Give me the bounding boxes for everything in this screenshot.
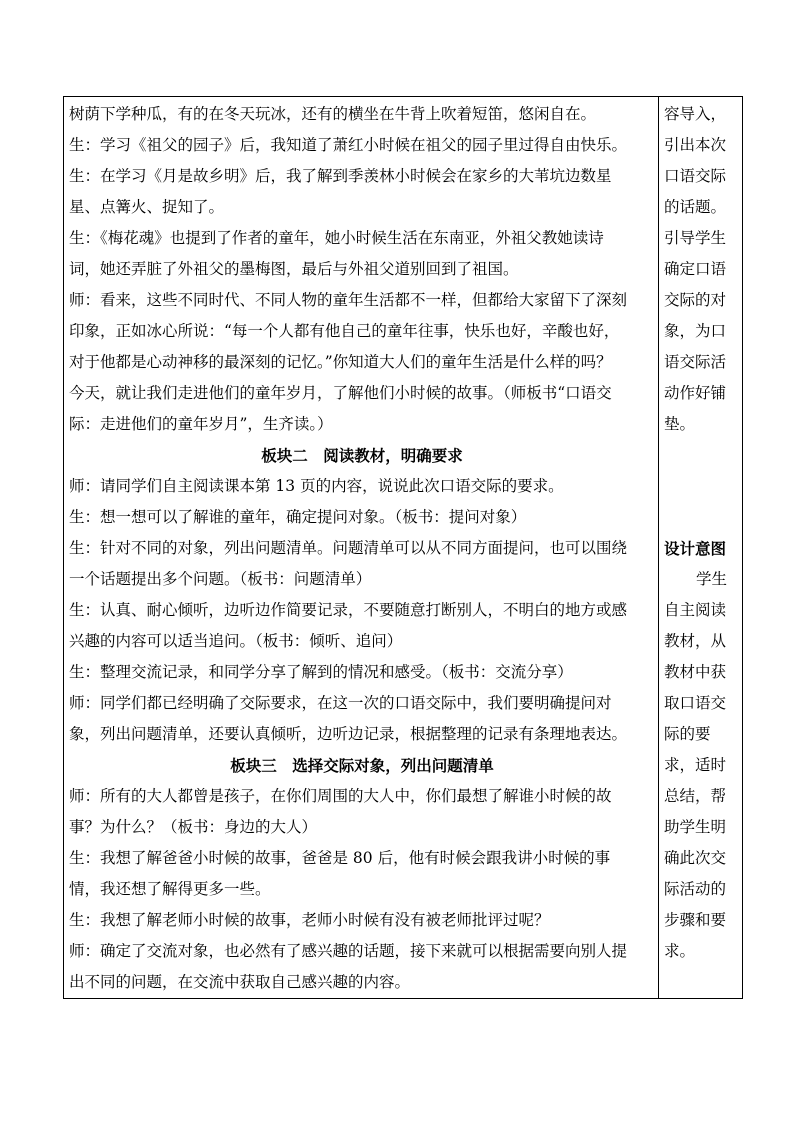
side-text-line: 自主阅读 bbox=[664, 601, 727, 619]
side-text-line: 引出本次 bbox=[664, 136, 727, 154]
text-line: 生：认真、耐心倾听，边听边作简要记录，不要随意打断别人，不明白的地方或感 bbox=[69, 601, 628, 619]
side-text-line: 确定口语 bbox=[664, 260, 727, 278]
side-text-line: 容导入， bbox=[664, 105, 727, 123]
text-line: 生：想一想可以了解谁的童年，确定提问对象。（板书：提问对象） bbox=[69, 508, 527, 526]
side-text-line: 教材中获 bbox=[664, 663, 727, 681]
column-divider bbox=[658, 97, 659, 998]
side-text-line: 助学生明 bbox=[664, 818, 727, 836]
side-text-line: 学生 bbox=[696, 570, 728, 588]
text-line: 师：所有的大人都曾是孩子，在你们周围的大人中，你们最想了解谁小时候的故 bbox=[69, 787, 612, 805]
text-line: 师：确定了交流对象，也必然有了感兴趣的话题，接下来就可以根据需要向别人提 bbox=[69, 942, 628, 960]
lesson-plan-table bbox=[63, 96, 743, 999]
side-text-line: 取口语交 bbox=[664, 694, 727, 712]
text-line: 生：学习《祖父的园子》后，我知道了萧红小时候在祖父的园子里过得自由快乐。 bbox=[69, 136, 628, 154]
text-line: 师：同学们都已经明确了交际要求，在这一次的口语交际中，我们要明确提问对 bbox=[69, 694, 612, 712]
side-text-line: 步骤和要 bbox=[664, 911, 727, 929]
side-text-line: 际活动的 bbox=[664, 880, 727, 898]
text-line: 生：我想了解老师小时候的故事，老师小时候有没有被老师批评过呢？ bbox=[69, 911, 550, 929]
text-line: 师：请同学们自主阅读课本第 13 页的内容，说说此次口语交际的要求。 bbox=[69, 477, 564, 495]
side-text-line: 引导学生 bbox=[664, 229, 727, 247]
side-text-line: 动作好铺 bbox=[664, 384, 727, 402]
text-line: 事？为什么？（板书：身边的大人） bbox=[69, 818, 318, 836]
side-text-line: 象，为口 bbox=[664, 322, 727, 340]
side-text-line: 垫。 bbox=[664, 415, 696, 433]
side-text-line: 语交际活 bbox=[664, 353, 727, 371]
side-text-line: 求，适时 bbox=[664, 756, 727, 774]
text-line: 情，我还想了解得更多一些。 bbox=[69, 880, 271, 898]
text-line: 象，列出问题清单，还要认真倾听，边听边记录，根据整理的记录有条理地表达。 bbox=[69, 725, 628, 743]
text-line: 生：我想了解爸爸小时候的故事，爸爸是 80 后，他有时候会跟我讲小时候的事 bbox=[69, 849, 611, 867]
text-line: 生：针对不同的对象，列出问题清单。问题清单可以从不同方面提问，也可以围绕 bbox=[69, 539, 628, 557]
section-heading-block-3: 板块三 选择交际对象，列出问题清单 bbox=[230, 756, 494, 775]
teaching-process-column bbox=[69, 99, 655, 998]
spacer bbox=[664, 440, 738, 471]
text-line: 一个话题提出多个问题。（板书：问题清单） bbox=[69, 570, 372, 588]
section-heading-block-2: 板块二 阅读教材，明确要求 bbox=[261, 446, 463, 465]
text-line: 出不同的问题，在交流中获取自己感兴趣的内容。 bbox=[69, 973, 411, 991]
text-line: 生：《梅花魂》也提到了作者的童年，她小时候生活在东南亚，外祖父教她读诗 bbox=[69, 229, 604, 247]
side-text-line: 求。 bbox=[664, 942, 696, 960]
spacer bbox=[664, 502, 738, 533]
spacer bbox=[664, 471, 738, 502]
text-line: 生：整理交流记录，和同学分享了解到的情况和感受。（板书：交流分享） bbox=[69, 663, 573, 681]
text-line: 际：走进他们的童年岁月”，生齐读。） bbox=[69, 415, 333, 433]
text-line: 印象，正如冰心所说：“每一个人都有他自己的童年往事，快乐也好，辛酸也好， bbox=[69, 322, 620, 340]
side-text-line: 教材，从 bbox=[664, 632, 727, 650]
side-text-line: 的话题。 bbox=[664, 198, 727, 216]
text-line: 生：在学习《月是故乡明》后，我了解到季羡林小时候会在家乡的大苇坑边数星 bbox=[69, 167, 612, 185]
side-text-line: 际的要 bbox=[664, 725, 711, 743]
text-line: 树荫下学种瓜，有的在冬天玩冰，还有的横坐在牛背上吹着短笛，悠闲自在。 bbox=[69, 105, 597, 123]
text-line: 星、点篝火、捉知了。 bbox=[69, 198, 225, 216]
text-line: 词，她还弄脏了外祖父的墨梅图，最后与外祖父道别回到了祖国。 bbox=[69, 260, 519, 278]
text-line: 师：看来，这些不同时代、不同人物的童年生活都不一样，但都给大家留下了深刻 bbox=[69, 291, 628, 309]
design-intent-column bbox=[664, 99, 738, 967]
text-line: 对于他都是心动神移的最深刻的记忆。”你知道大人们的童年生活是什么样的吗？ bbox=[69, 353, 612, 371]
text-line: 今天，就让我们走进他们的童年岁月，了解他们小时候的故事。（师板书“口语交 bbox=[69, 384, 612, 402]
side-text-line: 交际的对 bbox=[664, 291, 727, 309]
side-text-line: 确此次交 bbox=[664, 849, 727, 867]
side-text-line: 总结，帮 bbox=[664, 787, 727, 805]
side-text-line: 口语交际 bbox=[664, 167, 727, 185]
text-line: 兴趣的内容可以适当追问。（板书：倾听、追问） bbox=[69, 632, 403, 650]
design-intent-heading: 设计意图 bbox=[664, 539, 727, 558]
